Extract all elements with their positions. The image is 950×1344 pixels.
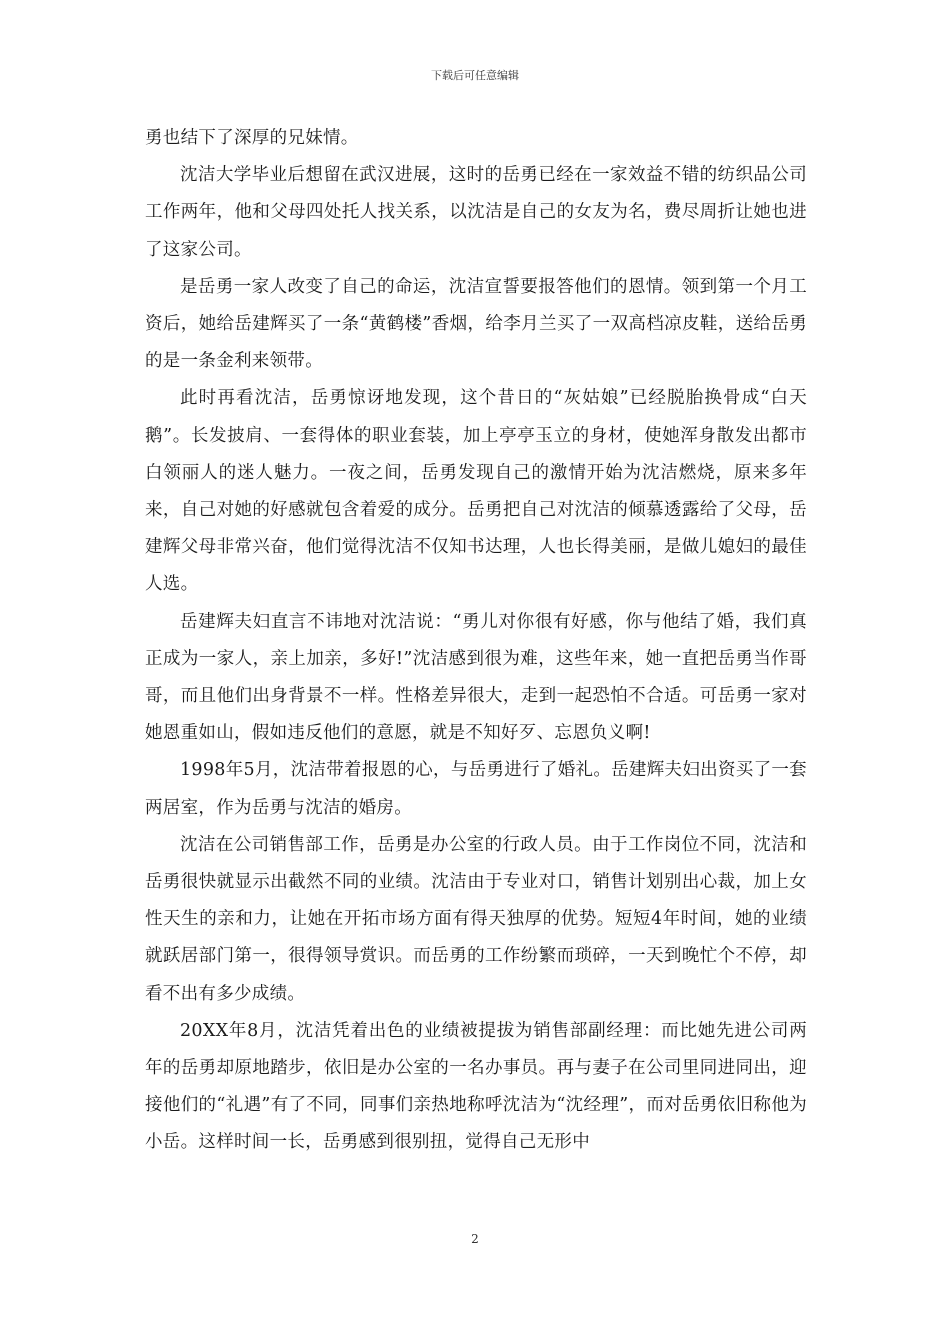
paragraph: 20XX年8月，沈洁凭着出色的业绩被提拔为销售部副经理：而比她先进公司两年的岳勇却原地踏步，依旧是办公室的一名办事员。再与妻子在公司里同进同出，迎接他们的“礼遇”有了不同，同事们亲热地称呼沈洁为“沈经理”，而对岳勇依旧称他为小岳。这样时间一长，岳勇感到很别扭，觉得自己无形中 <box>145 1020 807 1153</box>
document-body <box>145 120 807 1162</box>
paragraph: 沈洁在公司销售部工作，岳勇是办公室的行政人员。由于工作岗位不同，沈洁和岳勇很快就显示出截然不同的业绩。沈洁由于专业对口，销售计划别出心裁，加上女性天生的亲和力，让她在开拓市场方面有得天独厚的优势。短短4年时间，她的业绩就跃居部门第一，很得领导赏识。而岳勇的工作纷繁而琐碎，一天到晚忙个不停，却看不出有多少成绩。 <box>145 834 807 1004</box>
paragraph: 沈洁大学毕业后想留在武汉进展，这时的岳勇已经在一家效益不错的纺织品公司工作两年，他和父母四处托人找关系，以沈洁是自己的女友为名，费尽周折让她也进了这家公司。 <box>145 165 807 260</box>
page-header: 下载后可任意编辑 <box>431 69 519 82</box>
paragraph: 是岳勇一家人改变了自己的命运，沈洁宣誓要报答他们的恩情。领到第一个月工资后，她给岳建辉买了一条“黄鹤楼”香烟，给李月兰买了一双高档凉皮鞋，送给岳勇的是一条金利来领带。 <box>145 276 807 372</box>
paragraph: 岳建辉夫妇直言不讳地对沈洁说：“勇儿对你很有好感，你与他结了婚，我们真正成为一家人，亲上加亲，多好!”沈洁感到很为难，这些年来，她一直把岳勇当作哥哥，而且他们出身背景不一样。性格差异很大，走到一起恐怕不合适。可岳勇一家对她恩重如山，假如违反他们的意愿，就是不知好歹、忘恩负义啊! <box>145 611 807 744</box>
page-number: 2 <box>471 1232 479 1246</box>
paragraph: 此时再看沈洁，岳勇惊讶地发现，这个昔日的“灰姑娘”已经脱胎换骨成“白天鹅”。长发披肩、一套得体的职业套装，加上亭亭玉立的身材，使她浑身散发出都市白领丽人的迷人魅力。一夜之间，岳勇发现自己的激情开始为沈洁燃烧，原来多年来，自己对她的好感就包含着爱的成分。岳勇把自己对沈洁的倾慕透露给了父母，岳建辉父母非常兴奋，他们觉得沈洁不仅知书达理，人也长得美丽，是做儿媳妇的最佳人选。 <box>145 388 807 595</box>
paragraph-continued: 勇也结下了深厚的兄妹情。 <box>145 128 359 148</box>
paragraph: 1998年5月，沈洁带着报恩的心，与岳勇进行了婚礼。岳建辉夫妇出资买了一套两居室，作为岳勇与沈洁的婚房。 <box>145 760 807 818</box>
